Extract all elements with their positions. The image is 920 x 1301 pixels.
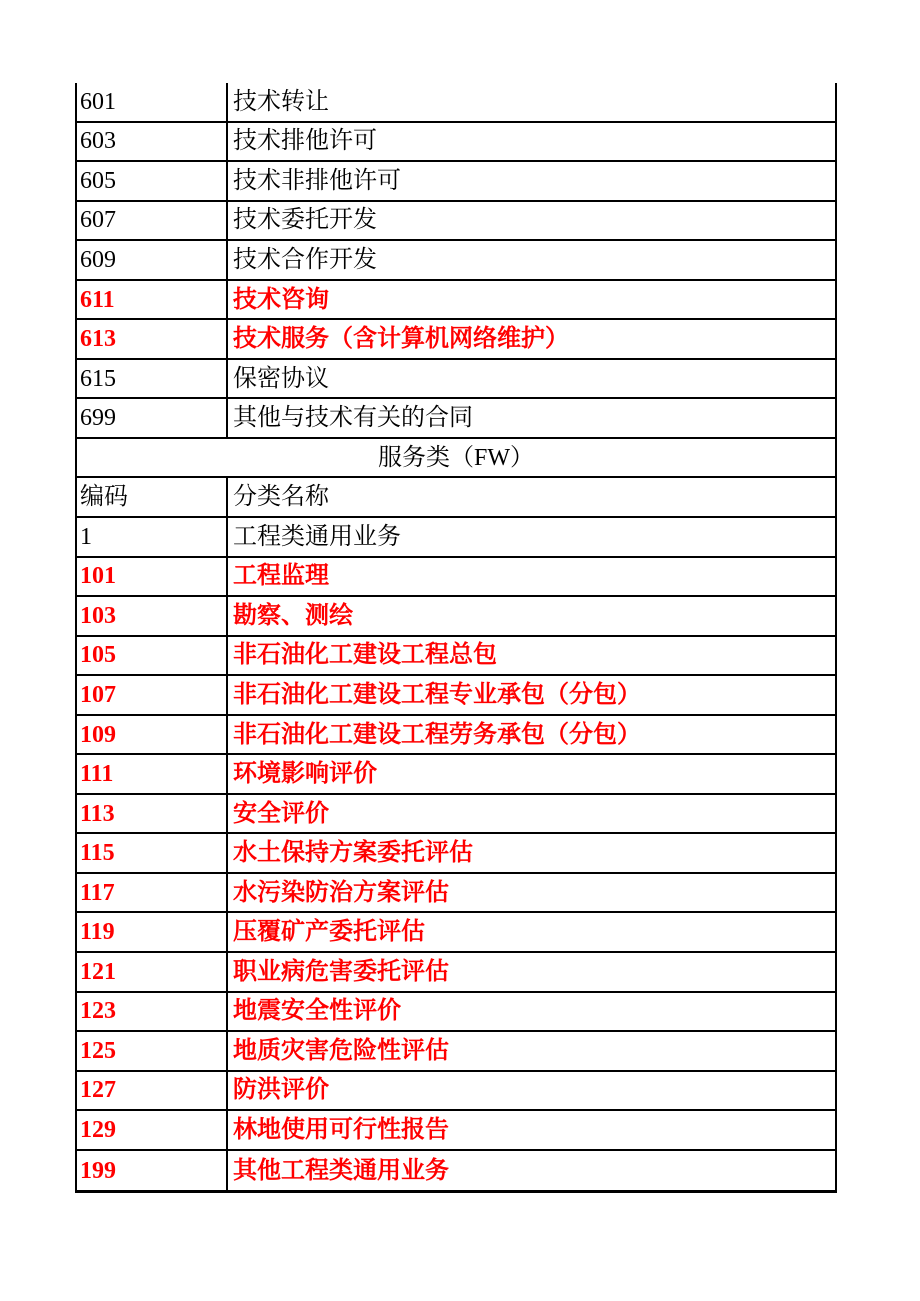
table-row [77, 913, 835, 953]
table-row [77, 755, 835, 795]
name-cell: 保密协议 [233, 365, 329, 392]
name-cell: 工程监理 [233, 563, 329, 590]
name-cell: 其他与技术有关的合同 [233, 405, 473, 432]
table-row [77, 202, 835, 242]
name-cell: 技术委托开发 [233, 207, 377, 234]
code-cell: 199 [77, 1151, 228, 1191]
table-row [77, 518, 835, 558]
name-cell: 工程类通用业务 [233, 523, 401, 550]
name-cell: 技术合作开发 [233, 246, 377, 273]
code-cell: 111 [77, 755, 228, 793]
name-cell: 非石油化工建设工程专业承包（分包） [233, 681, 641, 708]
code-cell: 129 [77, 1111, 228, 1149]
table-row [77, 874, 835, 914]
code-cell: 611 [77, 281, 228, 319]
table-row [77, 676, 835, 716]
code-cell: 1 [77, 518, 228, 556]
table-row [77, 281, 835, 321]
code-cell: 121 [77, 953, 228, 991]
name-cell: 林地使用可行性报告 [233, 1116, 449, 1143]
code-cell: 699 [77, 399, 228, 437]
code-cell: 125 [77, 1032, 228, 1070]
name-cell: 分类名称 [233, 484, 329, 511]
name-cell: 地震安全性评价 [233, 998, 401, 1025]
table-row [77, 399, 835, 439]
table-row [77, 1032, 835, 1072]
code-cell: 101 [77, 558, 228, 596]
code-cell: 107 [77, 676, 228, 714]
code-cell: 613 [77, 320, 228, 358]
table-row [77, 1072, 835, 1112]
table-row [77, 478, 835, 518]
name-cell: 技术服务（含计算机网络维护） [233, 326, 569, 353]
code-cell: 601 [77, 83, 228, 121]
table-row [77, 1111, 835, 1151]
code-cell: 编码 [77, 478, 228, 516]
name-cell: 非石油化工建设工程总包 [233, 642, 497, 669]
code-cell: 609 [77, 241, 228, 279]
table-row [77, 123, 835, 163]
name-cell: 安全评价 [233, 800, 329, 827]
table-row [77, 1151, 835, 1191]
code-cell: 103 [77, 597, 228, 635]
name-cell: 其他工程类通用业务 [233, 1157, 449, 1184]
code-cell: 605 [77, 162, 228, 200]
table-row [77, 637, 835, 677]
code-cell: 109 [77, 716, 228, 754]
code-cell: 615 [77, 360, 228, 398]
table-row [77, 795, 835, 835]
name-cell: 水土保持方案委托评估 [233, 840, 473, 867]
code-cell: 105 [77, 637, 228, 675]
name-cell: 地质灾害危险性评估 [233, 1037, 449, 1064]
name-cell: 技术咨询 [233, 286, 329, 313]
code-cell: 119 [77, 913, 228, 951]
code-cell: 113 [77, 795, 228, 833]
section-header-row [77, 439, 835, 479]
table-row [77, 241, 835, 281]
name-cell: 职业病危害委托评估 [233, 958, 449, 985]
name-cell: 技术排他许可 [233, 128, 377, 155]
table-row [77, 83, 835, 123]
classification-table [75, 83, 837, 1193]
name-cell: 水污染防治方案评估 [233, 879, 449, 906]
code-cell: 115 [77, 834, 228, 872]
table-row [77, 953, 835, 993]
table-row [77, 162, 835, 202]
name-cell: 防洪评价 [233, 1077, 329, 1104]
code-cell: 123 [77, 993, 228, 1031]
table-row [77, 360, 835, 400]
name-cell: 技术非排他许可 [233, 167, 401, 194]
table-row [77, 993, 835, 1033]
table-row [77, 320, 835, 360]
table-row [77, 834, 835, 874]
code-cell: 603 [77, 123, 228, 161]
name-cell: 环境影响评价 [233, 761, 377, 788]
name-cell: 技术转让 [233, 88, 329, 115]
code-cell: 127 [77, 1072, 228, 1110]
section-title: 服务类（FW） [378, 444, 534, 471]
code-cell: 607 [77, 202, 228, 240]
code-cell: 117 [77, 874, 228, 912]
name-cell: 勘察、测绘 [233, 602, 353, 629]
table-row [77, 558, 835, 598]
name-cell: 非石油化工建设工程劳务承包（分包） [233, 721, 641, 748]
table-row [77, 597, 835, 637]
table-row [77, 716, 835, 756]
name-cell: 压覆矿产委托评估 [233, 919, 425, 946]
